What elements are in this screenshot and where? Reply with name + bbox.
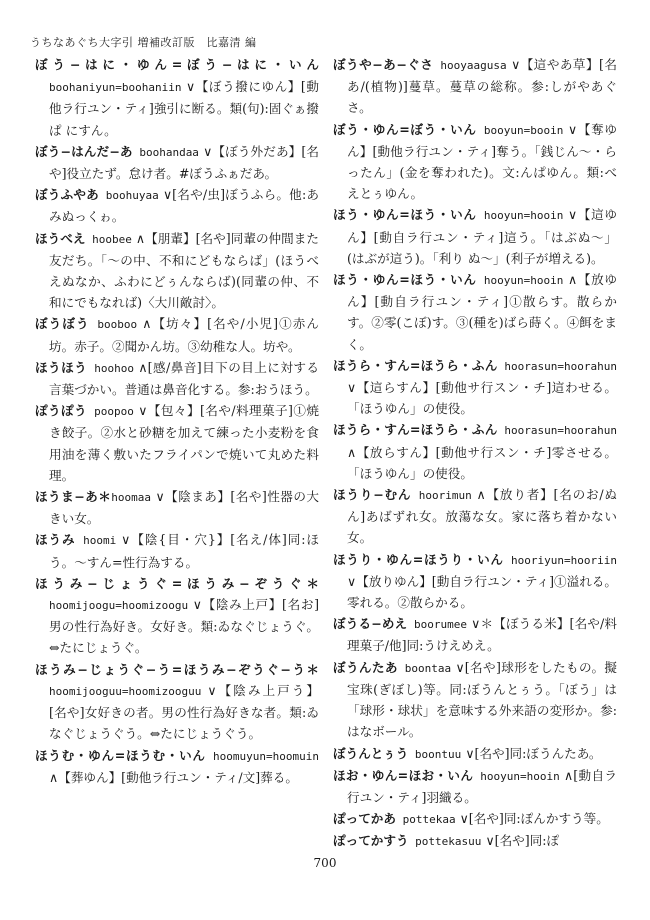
entry-romanization: booyun=booin: [476, 123, 564, 137]
entry-definition: ∨【奪ゆん】[動他ラ行ユン・ティ]奪う。「銭じん〜・らったん」(金を奪われた)。文:んぱゆん。類:べえとぅゆん。: [347, 121, 617, 202]
entry-headword: ほう・ゆん=ほう・いん: [333, 207, 477, 223]
entry-romanization: boontaa: [397, 661, 452, 675]
entry-headword: ほうり−むん: [333, 487, 412, 503]
entry-definition: ∨[名や]同:ぼうんたあ。: [465, 745, 602, 761]
dictionary-entry: [35, 400, 319, 486]
entry-romanization: hoohoo: [87, 361, 134, 375]
entry-headword: ほうほう: [35, 359, 88, 375]
entry-romanization: hooyun=hooin: [476, 274, 564, 288]
entry-headword: ほう・ゆん=ほう・いん: [333, 272, 477, 288]
entry-definition: ∨【這ゆん】[動自ラ行ユン・ティ]這う。「はぶぬ〜」(はぶが這う)。「利り ぬ〜」(利子が増える)。: [347, 207, 617, 266]
entry-romanization: hoomijooguu=hoomizooguu: [49, 684, 202, 698]
entry-definition: ∨【陰み上戸う】[名や]女好きの者。男の性行為好きな者。類:ゐなぐじょうぐう。⇔たにじょうぐう。: [49, 682, 319, 742]
dictionary-entry: [333, 765, 617, 808]
entry-headword: ぼう・ゆん=ぼう・いん: [333, 121, 477, 137]
entry-definition: ∧【葬ゆん】[動他ラ行ユン・ティ/文]葬る。: [49, 769, 298, 785]
entry-romanization: hoorimun: [411, 489, 472, 503]
dictionary-entry: [333, 484, 617, 549]
dictionary-entry: [35, 529, 319, 572]
dictionary-entry: [35, 745, 319, 788]
entry-romanization: hoomaa: [111, 491, 152, 505]
dictionary-entry: [35, 184, 319, 227]
dictionary-entry: [333, 613, 617, 656]
entry-definition: ∧【放ゆん】[動自ラ行ユン・ティ]①散らす。散らかす。②零(こぼ)す。③(種を)ばら蒔く。④餌をまく。: [347, 272, 617, 352]
entry-romanization: pottekaa: [395, 813, 456, 827]
entry-romanization: hoomuyun=hoomuin: [205, 749, 319, 763]
entry-headword: ほうべえ: [35, 230, 86, 246]
dictionary-entry: [35, 313, 319, 356]
dictionary-entry: [333, 355, 617, 420]
page-number: 700: [313, 856, 337, 870]
entry-romanization: poopoo: [87, 405, 134, 419]
entry-definition: ∧[動自ラ行ユン・ティ]羽織る。: [347, 767, 617, 805]
dictionary-entry: [333, 830, 617, 852]
dictionary-entry: [35, 54, 319, 141]
entry-definition: ∨【包々】[名や/料理菓子]①焼き餃子。②水と砂糖を加えて練った小麦粉を食用油を薄く敷いたフライパンで焼いて丸めた料理。: [49, 403, 319, 483]
entry-headword: ほうみ: [35, 532, 76, 548]
entry-romanization: hoomi: [75, 534, 117, 548]
entry-headword: ほうら・すん=ほうら・ふん: [333, 357, 498, 373]
right-column: [333, 54, 617, 853]
dictionary-entry: [333, 269, 617, 355]
entry-definition: ∧【放らすん】[動他サ行スン・チ]零させる。「ほうゆん」の使役。: [347, 444, 617, 481]
entry-definition: ∨【ぼう撥にゆん】[動他ラ行ユン・ティ]強引に断る。類(句):固ぐぁ撥ぱ にすん。: [49, 79, 319, 138]
entry-definition: ∧【坊々】[名や/小児]①赤ん坊。赤子。②聞かん坊。③幼稚な人。坊や。: [49, 316, 320, 354]
entry-headword: ほうみ−じょうぐ=ほうみ−ぞうぐ＊: [35, 575, 319, 591]
entry-headword: ほうみ−じょうぐ−う=ほうみ−ぞうぐ−う＊: [35, 661, 319, 677]
entry-headword: ほお・ゆん=ほお・いん: [333, 767, 474, 783]
entry-headword: ぼうる−めえ: [333, 616, 408, 632]
entry-romanization: hooyun=hooin: [473, 769, 560, 783]
entry-romanization: pottekasuu: [408, 835, 482, 849]
dictionary-entry: [333, 54, 617, 119]
entry-headword: ぼうや−あ−ぐさ: [333, 57, 434, 72]
entry-definition: ∨【ぼう外だあ】[名や]役立たず。怠け者。#ぼうふぁだあ。: [49, 143, 319, 182]
entry-romanization: hoobee: [85, 232, 132, 246]
entry-definition: ∧【朋輩】[名や]同輩の仲間また友だち。「〜の中、不和にどもならば」(ほうべえぬなか、ふわにどぅんならば)(同輩の仲、不和にでもなれば)〈大川敵討〉。: [49, 230, 319, 311]
entry-definition: ∨【陰まあ】[名や]性器の大きい女。: [49, 489, 319, 527]
entry-romanization: booboo: [89, 318, 138, 332]
dictionary-entry: [35, 486, 319, 529]
entry-definition: ∨[名や/虫]ぼうふら。他:あみぬっくゎ。: [49, 187, 319, 225]
running-header: うちなあぐち大字引 増補改訂版 比嘉清 編: [30, 36, 257, 49]
dictionary-entry: [333, 743, 617, 765]
dictionary-entry: [35, 141, 319, 184]
entry-romanization: hooyun=hooin: [476, 209, 564, 223]
entry-romanization: hooriyun=hooriin: [503, 553, 617, 567]
entry-headword: ほうり・ゆん=ほうり・いん: [333, 551, 504, 567]
entry-definition: ∨【放りゆん】[動自ラ行ユン・ティ]①溢れる。零れる。②散らかる。: [347, 573, 617, 611]
dictionary-entry: [35, 573, 319, 659]
entry-headword: ぽってかあ: [333, 811, 396, 827]
entry-definition: ∨【陰み上戸】[名お]男の性行為好き。女好き。類:ゐなぐじょうぐ。⇔たにじょうぐ。: [49, 597, 319, 656]
entry-romanization: boorumee: [407, 618, 468, 632]
entry-definition: ∨【陰{目・穴}】[名え/体]同:ほう。〜すん=性行為する。: [49, 532, 319, 570]
entry-headword: ほうま−あ＊: [35, 489, 112, 505]
entry-definition: ∨【這らすん】[動他サ行スン・チ]這わせる。「ほうゆん」の使役。: [347, 380, 617, 417]
entry-definition: ∨【這やあ草】[名あ/(植物)]蔓草。蔓草の総称。参:しがやあぐさ。: [347, 57, 617, 116]
entry-headword: ほうむ・ゆん=ほうむ・いん: [35, 747, 206, 763]
entry-romanization: boohandaa: [132, 145, 199, 159]
dictionary-entry: [333, 657, 617, 743]
entry-romanization: hoorasun=hoorahun: [497, 359, 617, 373]
left-column: [35, 54, 319, 788]
dictionary-entry: [333, 119, 617, 205]
dictionary-entry: [333, 808, 617, 830]
entry-headword: ぼうぼう: [35, 316, 90, 332]
entry-definition: ∧【放り者】[名のお/ぬん]あばずれ女。放蕩な女。家に落ち着かない女。: [347, 487, 618, 546]
entry-headword: ぽってかすう: [333, 833, 409, 849]
entry-romanization: boohuyaa: [98, 189, 159, 203]
entry-definition: ∨＊【ぼうる米】[名や/料理菓子/他]同:うけえめえ。: [347, 616, 617, 654]
entry-headword: ぼう−はに・ゆん=ぼう−はに・いん: [35, 57, 319, 72]
entry-romanization: hooyaagusa: [433, 59, 507, 72]
entry-headword: ぼう−はんだ−あ: [35, 143, 133, 159]
entry-romanization: hoorasun=hoorahun: [497, 424, 617, 438]
dictionary-entry: [35, 357, 319, 400]
entry-definition: ∨[名や]同:ぽ: [485, 833, 560, 849]
entry-romanization: boontuu: [408, 747, 462, 761]
entry-romanization: boohaniyun=boohaniin: [49, 81, 182, 95]
entry-headword: ぼうんとぅう: [333, 745, 409, 761]
dictionary-entry: [35, 228, 319, 314]
entry-headword: ぼうふやあ: [35, 187, 99, 203]
entry-headword: ぼうんたあ: [333, 659, 398, 675]
entry-headword: ぽうぽう: [35, 403, 88, 419]
entry-definition: ∨[名や]球形をしたもの。擬宝珠(ぎぼし)等。同:ぼうんとぅう。「ぼう」は「球形・球状」を意味する外来語の変形か。参:はなボール。: [347, 659, 618, 740]
entry-definition: ∧[感/鼻音]目下の目上に対する言葉づかい。普通は鼻音化する。参:おうほう。: [49, 359, 319, 398]
dictionary-entry: [333, 419, 617, 484]
entry-definition: ∨[名や]同:ぽんかすう等。: [459, 811, 609, 827]
dictionary-entry: [333, 204, 617, 269]
dictionary-entry: [333, 549, 617, 614]
entry-romanization: hoomijoogu=hoomizoogu: [49, 599, 189, 613]
entry-headword: ほうら・すん=ほうら・ふん: [333, 422, 498, 438]
dictionary-entry: [35, 659, 319, 745]
